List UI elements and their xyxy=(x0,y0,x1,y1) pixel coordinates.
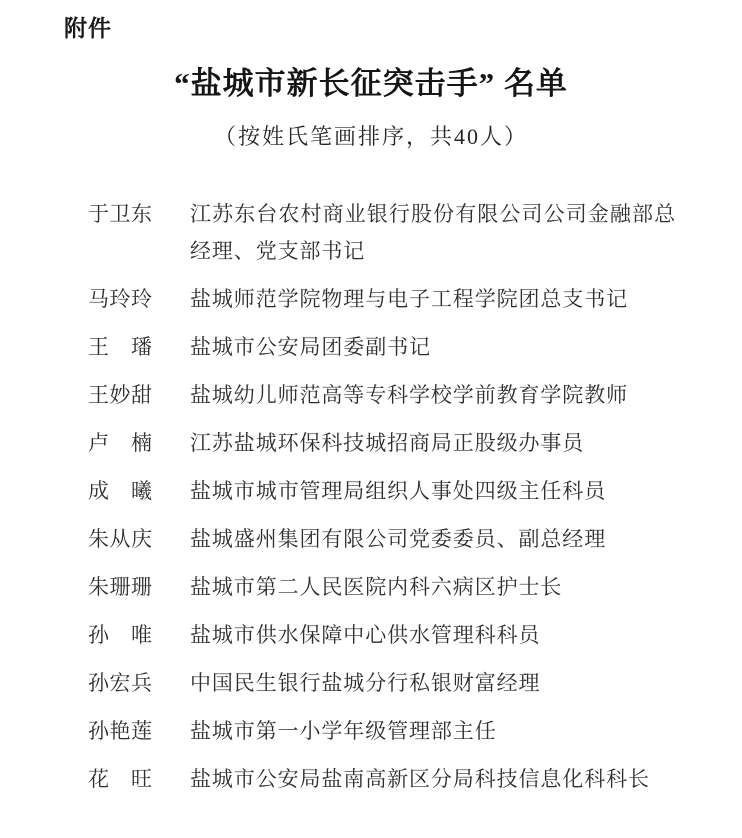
list-item xyxy=(88,569,678,606)
honoree-position: 盐城市第一小学年级管理部主任 xyxy=(190,719,497,743)
honoree-position: 盐城幼儿师范高等专科学校学前教育学院教师 xyxy=(190,383,628,407)
honoree-name: 马玲玲 xyxy=(88,287,153,311)
honoree-list xyxy=(88,196,678,809)
list-item xyxy=(88,425,678,462)
list-item xyxy=(88,761,678,798)
honoree-position: 江苏盐城环保科技城招商局正股级办事员 xyxy=(190,431,585,455)
honoree-position: 中国民生银行盐城分行私银财富经理 xyxy=(190,671,541,695)
honoree-name: 花 旺 xyxy=(88,767,153,791)
page-subtitle: （按姓氏笔画排序，共40人） xyxy=(213,124,528,149)
honoree-name: 孙 唯 xyxy=(88,623,153,647)
honoree-position: 盐城市供水保障中心供水管理科科员 xyxy=(190,623,541,647)
honoree-name: 于卫东 xyxy=(88,202,153,226)
honoree-name: 朱从庆 xyxy=(88,527,153,551)
honoree-position: 江苏东台农村商业银行股份有限公司公司金融部总经理、党支部书记 xyxy=(190,202,676,263)
honoree-name: 成 曦 xyxy=(88,479,153,503)
list-item xyxy=(88,281,678,318)
page-title: “盐城市新长征突击手” 名单 xyxy=(174,66,568,101)
list-item xyxy=(88,617,678,654)
honoree-position: 盐城市公安局团委副书记 xyxy=(190,335,431,359)
list-item xyxy=(88,521,678,558)
attachment-label: 附件 xyxy=(64,15,112,41)
list-item xyxy=(88,713,678,750)
list-item xyxy=(88,377,678,414)
honoree-name: 孙宏兵 xyxy=(88,671,153,695)
honoree-position: 盐城市公安局盐南高新区分局科技信息化科科长 xyxy=(190,767,650,791)
list-item xyxy=(88,329,678,366)
honoree-position: 盐城师范学院物理与电子工程学院团总支书记 xyxy=(190,287,628,311)
honoree-name: 王 璠 xyxy=(88,335,153,359)
honoree-position: 盐城市第二人民医院内科六病区护士长 xyxy=(190,575,563,599)
list-item xyxy=(88,196,678,270)
honoree-name: 朱珊珊 xyxy=(88,575,153,599)
honoree-name: 孙艳莲 xyxy=(88,719,153,743)
honoree-name: 王妙甜 xyxy=(88,383,153,407)
list-item xyxy=(88,473,678,510)
list-item xyxy=(88,665,678,702)
honoree-name: 卢 楠 xyxy=(88,431,153,455)
honoree-position: 盐城市城市管理局组织人事处四级主任科员 xyxy=(190,479,607,503)
honoree-position: 盐城盛州集团有限公司党委委员、副总经理 xyxy=(190,527,607,551)
